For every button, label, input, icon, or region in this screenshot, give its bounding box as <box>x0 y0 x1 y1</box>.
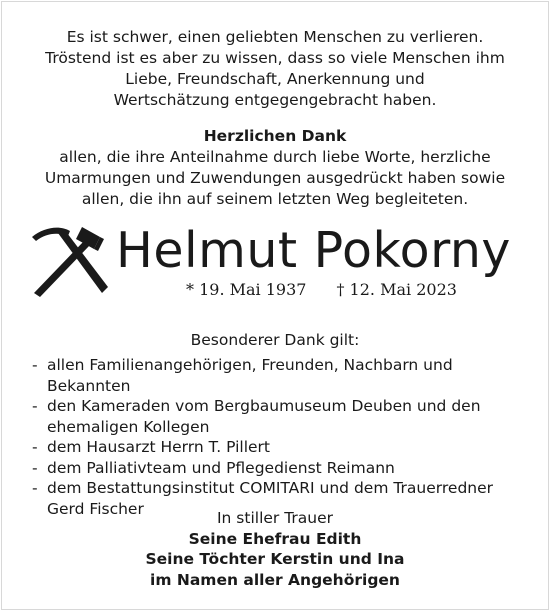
thanks-line: Umarmungen und Zuwendungen ausgedrückt haben sowie <box>44 169 506 187</box>
intro-text <box>0 27 550 111</box>
list-item-text: dem Hausarzt Herrn T. Pillert <box>47 438 271 456</box>
hammer-and-pick-icon <box>30 225 112 299</box>
closing-intro: In stiller Trauer <box>216 509 334 527</box>
list-item <box>32 458 532 479</box>
closing-line: Seine Ehefrau Edith <box>188 529 362 548</box>
thanks-line: allen, die ihre Anteilnahme durch liebe Worte, herzliche <box>59 148 491 166</box>
closing-line: im Namen aller Angehörigen <box>150 570 400 589</box>
intro-line: Es ist schwer, einen geliebten Menschen zu verlieren. <box>66 28 484 46</box>
thanks-line: allen, die ihn auf seinem letzten Weg begleiteten. <box>81 190 469 208</box>
list-item-text: dem Palliativteam und Pflegedienst Reimann <box>47 458 395 477</box>
deceased-name: Helmut Pokorny <box>116 222 511 279</box>
death-date: † 12. Mai 2023 <box>336 280 457 299</box>
list-item-text: Gerd Fischer <box>47 499 144 518</box>
closing-section <box>0 508 550 590</box>
list-item <box>32 355 532 396</box>
birth-date: * 19. Mai 1937 <box>186 280 307 299</box>
list-item <box>32 437 532 458</box>
special-thanks-list <box>32 355 532 519</box>
intro-line: Wertschätzung entgegengebracht haben. <box>113 91 437 109</box>
list-item-text: allen Familienangehörigen, Freunden, Nachbarn und <box>47 356 453 374</box>
life-dates <box>186 279 457 301</box>
list-dash: - <box>32 479 38 497</box>
special-thanks-heading: Besonderer Dank gilt: <box>190 331 360 349</box>
intro-line: Liebe, Freundschaft, Anerkennung und <box>125 70 425 88</box>
list-dash: - <box>32 458 38 477</box>
list-dash: - <box>32 438 38 456</box>
list-item <box>32 396 532 437</box>
closing-line: Seine Töchter Kerstin und Ina <box>145 550 405 568</box>
list-item-text: dem Bestattungsinstitut COMITARI und dem Trauerredner <box>47 479 494 497</box>
list-item-text: den Kameraden vom Bergbaumuseum Deuben und den <box>47 397 481 415</box>
list-dash: - <box>32 397 38 415</box>
thanks-section <box>0 126 550 210</box>
thanks-heading: Herzlichen Dank <box>203 127 347 145</box>
list-dash: - <box>32 356 38 374</box>
list-item-text: ehemaligen Kollegen <box>47 417 210 436</box>
intro-line: Tröstend ist es aber zu wissen, dass so viele Menschen ihm <box>45 49 505 67</box>
list-item-text: Bekannten <box>47 376 131 395</box>
